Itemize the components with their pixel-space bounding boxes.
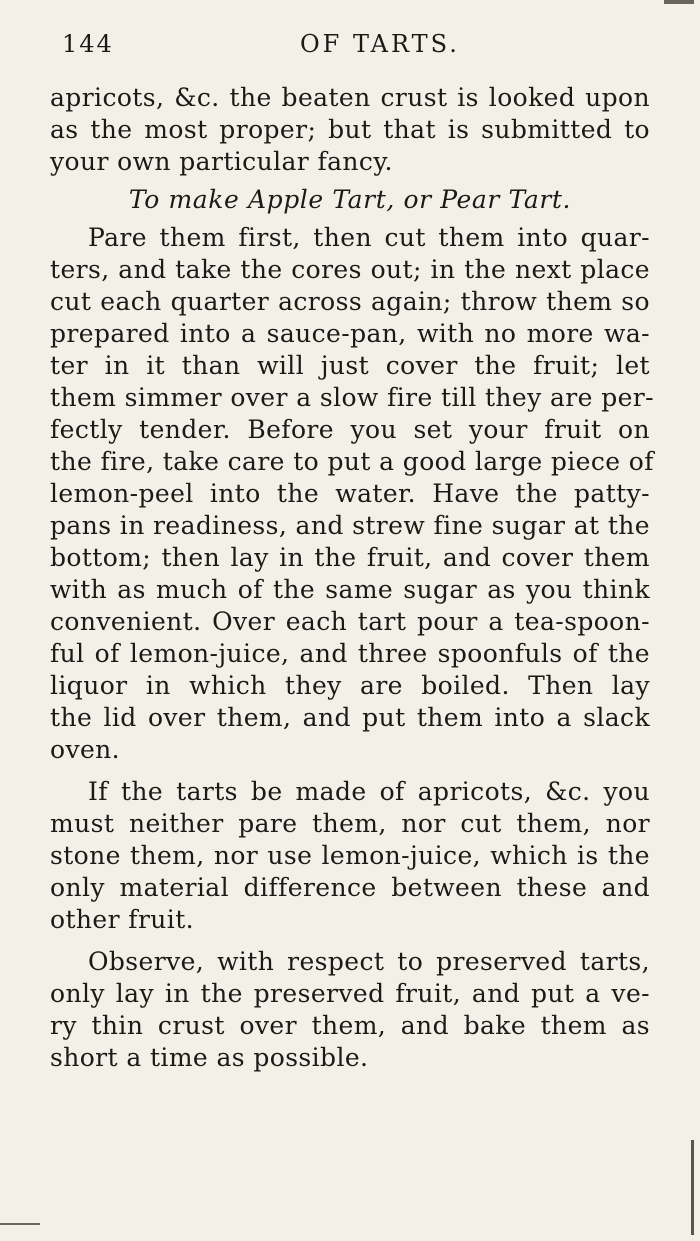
text-line: If the tarts be made of apricots, &c. you <box>88 777 650 806</box>
text-line: Observe, with respect to preserved tarts, <box>88 947 650 976</box>
text-line: the fire, take care to put a good large piece of <box>50 447 654 476</box>
recipe-title: To make Apple Tart, or Pear Tart. <box>128 185 572 214</box>
text-line: ters, and take the cores out; in the next place <box>50 255 650 284</box>
text-line: bottom; then lay in the fruit, and cover them <box>50 543 650 572</box>
text-line: lemon-peel into the water. Have the patty- <box>50 479 650 508</box>
text-line: oven. <box>50 735 121 764</box>
text-line: your own particular fancy. <box>50 147 393 176</box>
text-line: convenient. Over each tart pour a tea-spoon- <box>50 607 650 636</box>
text-line: ful of lemon-juice, and three spoonfuls of the <box>50 639 650 668</box>
text-line: cut each quarter across again; throw them so <box>50 287 650 316</box>
text-line: ry thin crust over them, and bake them as <box>50 1011 650 1040</box>
page-header <box>60 30 660 64</box>
text-line: short a time as possible. <box>50 1043 369 1072</box>
paragraph-3 <box>50 776 650 936</box>
text-line: liquor in which they are boiled. Then lay <box>50 671 650 700</box>
text-line: with as much of the same sugar as you think <box>50 575 650 604</box>
text-line: the lid over them, and put them into a slack <box>50 703 650 732</box>
paragraph-1 <box>50 82 650 178</box>
text-line: Pare them first, then cut them into quar- <box>88 223 650 252</box>
page-number: 144 <box>62 30 114 58</box>
paragraph-4 <box>50 946 650 1074</box>
text-line: must neither pare them, nor cut them, nor <box>50 809 650 838</box>
text-line: ter in it than will just cover the fruit; let <box>50 351 650 380</box>
text-line: apricots, &c. the beaten crust is looked upon <box>50 83 650 112</box>
text-line: prepared into a sauce-pan, with no more wa- <box>50 319 650 348</box>
text-line: only lay in the preserved fruit, and put a ve- <box>50 979 650 1008</box>
text-line: fectly tender. Before you set your fruit on <box>50 415 650 444</box>
text-line: as the most proper; but that is submitted to <box>50 115 650 144</box>
text-line: pans in readiness, and strew fine sugar at the <box>50 511 650 540</box>
page-edge-mark <box>664 0 694 4</box>
page-body <box>50 82 654 1074</box>
paragraph-2 <box>50 222 654 766</box>
text-line: only material difference between these and <box>50 873 650 902</box>
running-title: OF TARTS. <box>300 30 460 58</box>
text-line: other fruit. <box>50 905 194 934</box>
text-line: them simmer over a slow fire till they are per- <box>50 383 654 412</box>
page-edge-mark <box>691 1140 694 1235</box>
text-line: stone them, nor use lemon-juice, which is the <box>50 841 650 870</box>
page-edge-mark <box>0 1223 40 1225</box>
